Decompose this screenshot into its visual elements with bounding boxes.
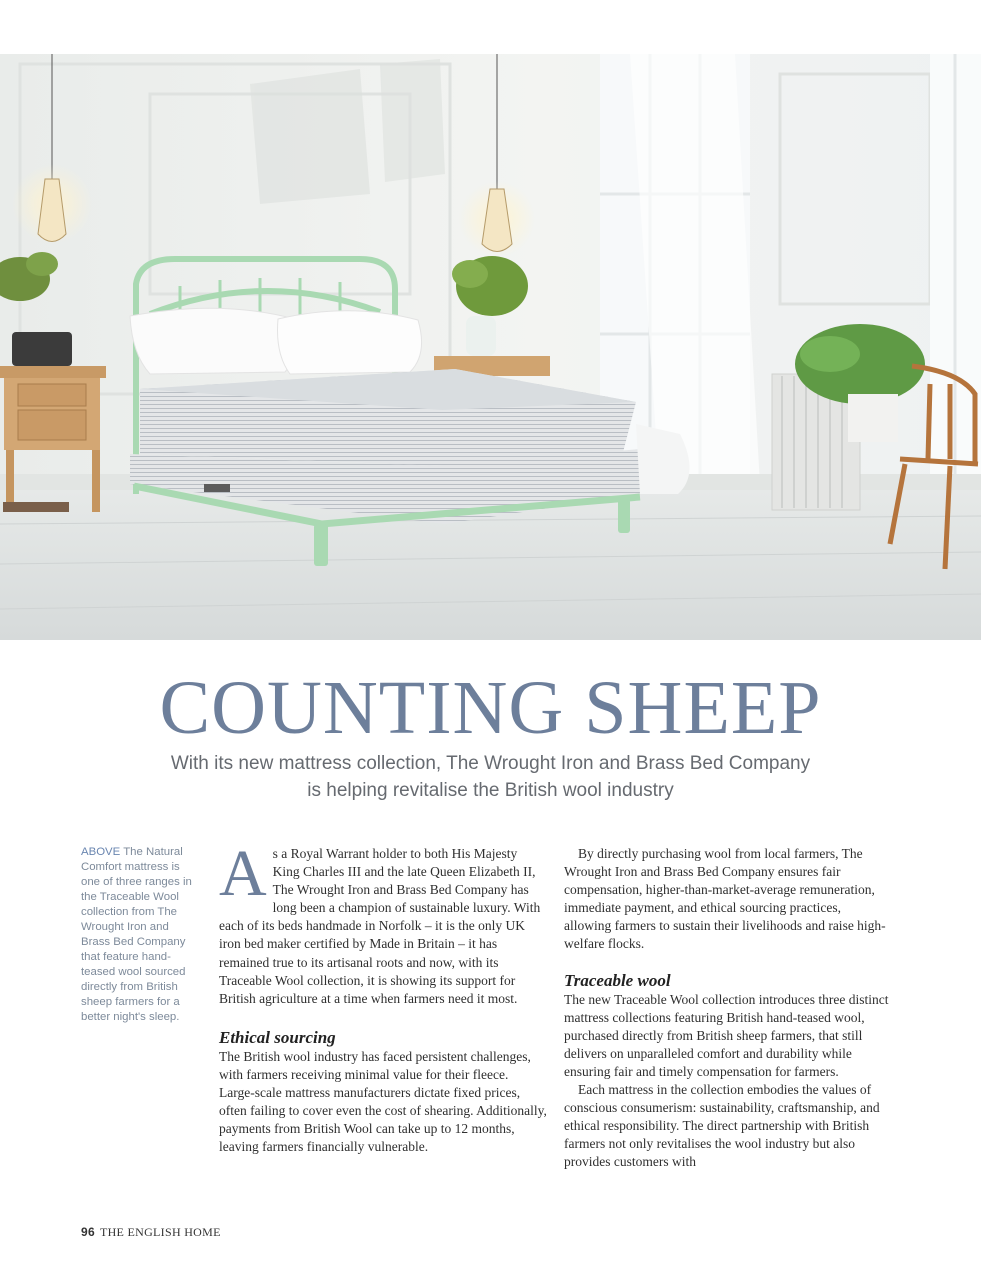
paragraph-5: Each mattress in the collection embodies the values of conscious consumerism: sustainability, craftsmanship, and ethical responsibility. The direct partnership with British farmers not only revitalises the wool industry but also provides customers with [564, 1082, 880, 1170]
paragraph-1-text: s a Royal Warrant holder to both His Majesty King Charles III and the late Queen Elizabeth II, The Wrought Iron and Brass Bed Company has long been a champion of sustainable luxury. With each of its beds handmade in Norfolk – it is the only UK iron bed maker certified by Made in Britain – it has remained true to its artisanal roots and now, with its Traceable Wool collection, it is showing its support for British agriculture at a time when farmers need it most. [219, 846, 541, 1006]
publication-name: THE ENGLISH HOME [99, 1225, 221, 1239]
caption-text: The Natural Comfort mattress is one of three ranges in the Traceable Wool collection from The Wrought Iron and Brass Bed Company that feature hand-teased wool sourced directly from British sheep farmers for a better night's sleep. [81, 846, 192, 1023]
paragraph-2: The British wool industry has faced persistent challenges, with farmers receiving minimal value for their fleece. Large-scale mattress manufacturers dictate fixed prices, often failing to cover even the cost of shearing. Additionally, payments from British Wool can take up to 12 months, leaving farmers financially vulnerable. [219, 1048, 547, 1155]
page-number: 96 [81, 1225, 95, 1239]
paragraph-4: The new Traceable Wool collection introduces three distinct mattress collections featuring British hand-teased wool, purchased directly from British sheep farmers, that still delivers on unparalleled comfort and durability while ensuring fair and timely compensation for farmers. [564, 991, 889, 1079]
paragraph-1 [219, 837, 547, 1008]
subhead-traceable-wool: Traceable wool [564, 970, 671, 990]
subhead-ethical-sourcing: Ethical sourcing [219, 1027, 336, 1047]
page-footer [81, 1225, 221, 1240]
article-title: COUNTING SHEEP [159, 666, 822, 750]
standfirst-line-2: is helping revitalise the British wool industry [307, 780, 674, 801]
caption-label: ABOVE [81, 846, 121, 858]
paragraph-3: By directly purchasing wool from local farmers, The Wrought Iron and Brass Bed Company ensures fair compensation, higher-than-market-average remuneration, immediate payment, and ethical sourcing practices, allowing farmers to sustain their livelihoods and raise high-welfare flocks. [564, 846, 886, 952]
standfirst-line-1: With its new mattress collection, The Wrought Iron and Brass Bed Company [170, 753, 811, 774]
body-column-2 [564, 845, 890, 1172]
body-column-1 [219, 837, 547, 1156]
hero-photo [0, 54, 981, 640]
standfirst [120, 750, 861, 804]
photo-caption [81, 845, 201, 1025]
drop-cap: A [219, 837, 267, 910]
